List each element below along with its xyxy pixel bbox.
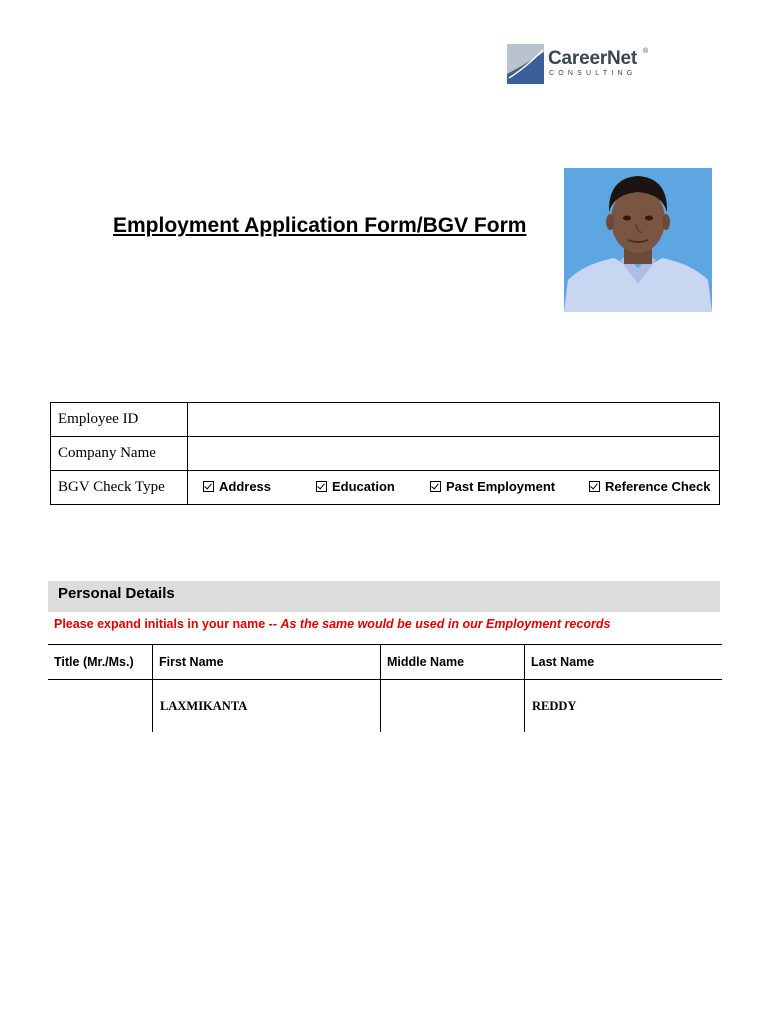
bgv-option-label: Past Employment (446, 479, 556, 494)
checkbox-checked-icon[interactable] (589, 481, 600, 492)
bgv-option-label: Education (332, 479, 395, 494)
applicant-photo (564, 168, 712, 312)
logo-name: CareerNet (548, 48, 638, 69)
bgv-option-past-employment[interactable] (430, 479, 555, 494)
last-name-field[interactable]: REDDY (525, 680, 723, 733)
company-logo (507, 44, 657, 88)
checkbox-checked-icon[interactable] (316, 481, 327, 492)
first-name-field[interactable]: LAXMIKANTA (153, 680, 381, 733)
bgv-option-education[interactable] (316, 479, 395, 494)
checkbox-checked-icon[interactable] (430, 481, 441, 492)
employee-info-table (50, 402, 720, 505)
company-name-field[interactable] (188, 437, 720, 471)
bgv-option-label: Reference Check (605, 479, 711, 494)
column-header-first-name: First Name (153, 645, 381, 680)
name-table (48, 644, 722, 732)
personal-details-header (48, 581, 720, 612)
column-header-last-name: Last Name (525, 645, 723, 680)
table-header-row (48, 645, 722, 680)
table-row (51, 471, 720, 505)
bgv-options-cell (188, 471, 720, 505)
table-row (51, 403, 720, 437)
logo-mark-icon (507, 44, 544, 84)
logo-registered-mark: ® (643, 48, 649, 55)
form-title: Employment Application Form/BGV Form (113, 214, 527, 237)
table-row (51, 437, 720, 471)
employee-id-label: Employee ID (51, 403, 188, 437)
note-text: Please expand initials in your name -- (54, 617, 281, 631)
column-header-title: Title (Mr./Ms.) (48, 645, 153, 680)
bgv-option-reference-check[interactable] (589, 479, 711, 494)
company-name-label: Company Name (51, 437, 188, 471)
bgv-option-label: Address (219, 479, 272, 494)
table-row (48, 680, 722, 733)
checkbox-checked-icon[interactable] (203, 481, 214, 492)
section-heading: Personal Details (58, 585, 175, 602)
bgv-option-address[interactable] (203, 479, 271, 494)
title-field[interactable] (48, 680, 153, 733)
logo-subtitle: CONSULTING (549, 70, 637, 77)
name-instruction-note (54, 617, 610, 631)
note-italic-text: As the same would be used in our Employment records (280, 617, 611, 631)
employee-id-field[interactable] (188, 403, 720, 437)
column-header-middle-name: Middle Name (381, 645, 525, 680)
middle-name-field[interactable] (381, 680, 525, 733)
bgv-check-type-label: BGV Check Type (51, 471, 188, 505)
